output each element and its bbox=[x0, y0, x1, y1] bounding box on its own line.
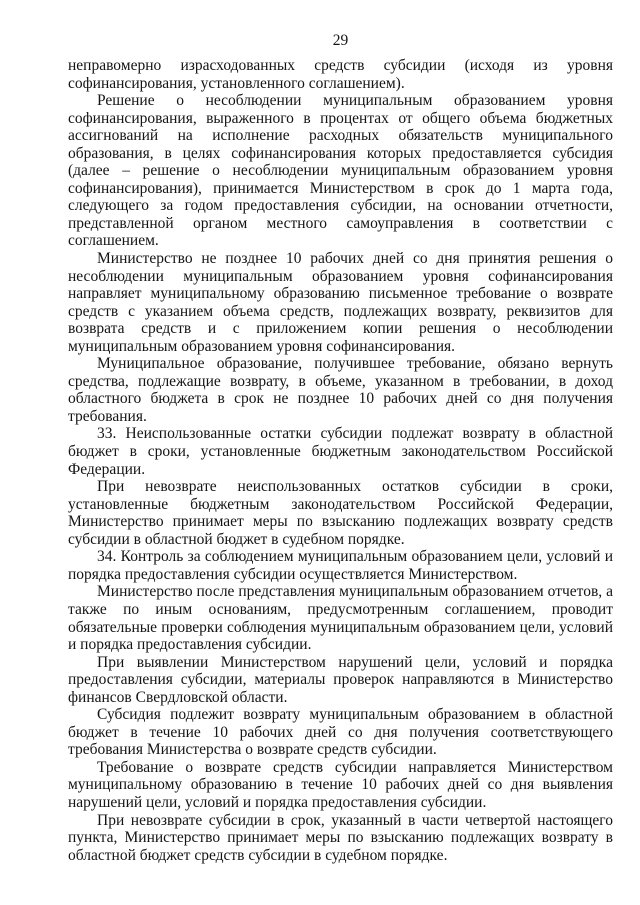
paragraph: Требование о возврате средств субсидии направляется Министерством муниципальному образованию в течение 10 рабочих дней со дня выявления нарушений цели, условий и порядка предоставления субсидии. bbox=[68, 758, 613, 811]
paragraph: неправомерно израсходованных средств субсидии (исходя из уровня софинансирования, установленного соглашением). bbox=[68, 57, 613, 92]
paragraph-item-33: 33. Неиспользованные остатки субсидии подлежат возврату в областной бюджет в сроки, установленные бюджетным законодательством Российской Федерации. bbox=[68, 425, 613, 478]
document-body bbox=[68, 57, 613, 864]
paragraph: При невозврате неиспользованных остатков субсидии в сроки, установленные бюджетным законодательством Российской Федерации, Министерство принимает меры по взысканию подлежащих возврату средств субсидии в областной бюджет в судебном порядке. bbox=[68, 478, 613, 548]
paragraph-item-34: 34. Контроль за соблюдением муниципальным образованием цели, условий и порядка предоставления субсидии осуществляется Министерством. bbox=[68, 548, 613, 583]
paragraph: Министерство после представления муниципальным образованием отчетов, а также по иным основаниям, предусмотренным соглашением, проводит обязательные проверки соблюдения муниципальным образованием цели, условий и порядка предоставления субсидии. bbox=[68, 583, 613, 654]
page-number: 29 bbox=[332, 32, 349, 49]
paragraph: Муниципальное образование, получившее требование, обязано вернуть средства, подлежащие возврату, в объеме, указанном в требовании, в доход областного бюджета в срок не позднее 10 рабочих дней со дня получения требования. bbox=[68, 355, 613, 425]
paragraph: При выявлении Министерством нарушений цели, условий и порядка предоставления субсидии, материалы проверок направляются в Министерство финансов Свердловской области. bbox=[68, 653, 613, 706]
paragraph: Субсидия подлежит возврату муниципальным образованием в областной бюджет в течение 10 рабочих дней со дня получения соответствующего требования Министерства о возврате средств субсидии. bbox=[68, 706, 613, 759]
paragraph: При невозврате субсидии в срок, указанный в части четвертой настоящего пункта, Министерство принимает меры по взысканию подлежащих возврату в областной бюджет средств субсидии в судебном порядке. bbox=[68, 811, 613, 864]
paragraph: Министерство не позднее 10 рабочих дней со дня принятия решения о несоблюдении муниципальным образованием уровня софинансирования направляет муниципальному образованию письменное требование о возврате средств с указанием объема средств, подлежащих возврату, реквизитов для возврата средств и с приложением копии решения о несоблюдении муниципальным образованием уровня софинансирования. bbox=[68, 250, 613, 355]
paragraph: Решение о несоблюдении муниципальным образованием уровня софинансирования, выраженного в процентах от общего объема бюджетных ассигнований на исполнение расходных обязательств муниципального образования, в целях софинансирования которых предоставляется субсидия (далее – решение о несоблюдении муниципальным образованием уровня софинансирования), принимается Министерством в срок до 1 марта года, следующего за годом предоставления субсидии, на основании отчетности, представленной органом местного самоуправления в соответствии с соглашением. bbox=[68, 92, 613, 250]
